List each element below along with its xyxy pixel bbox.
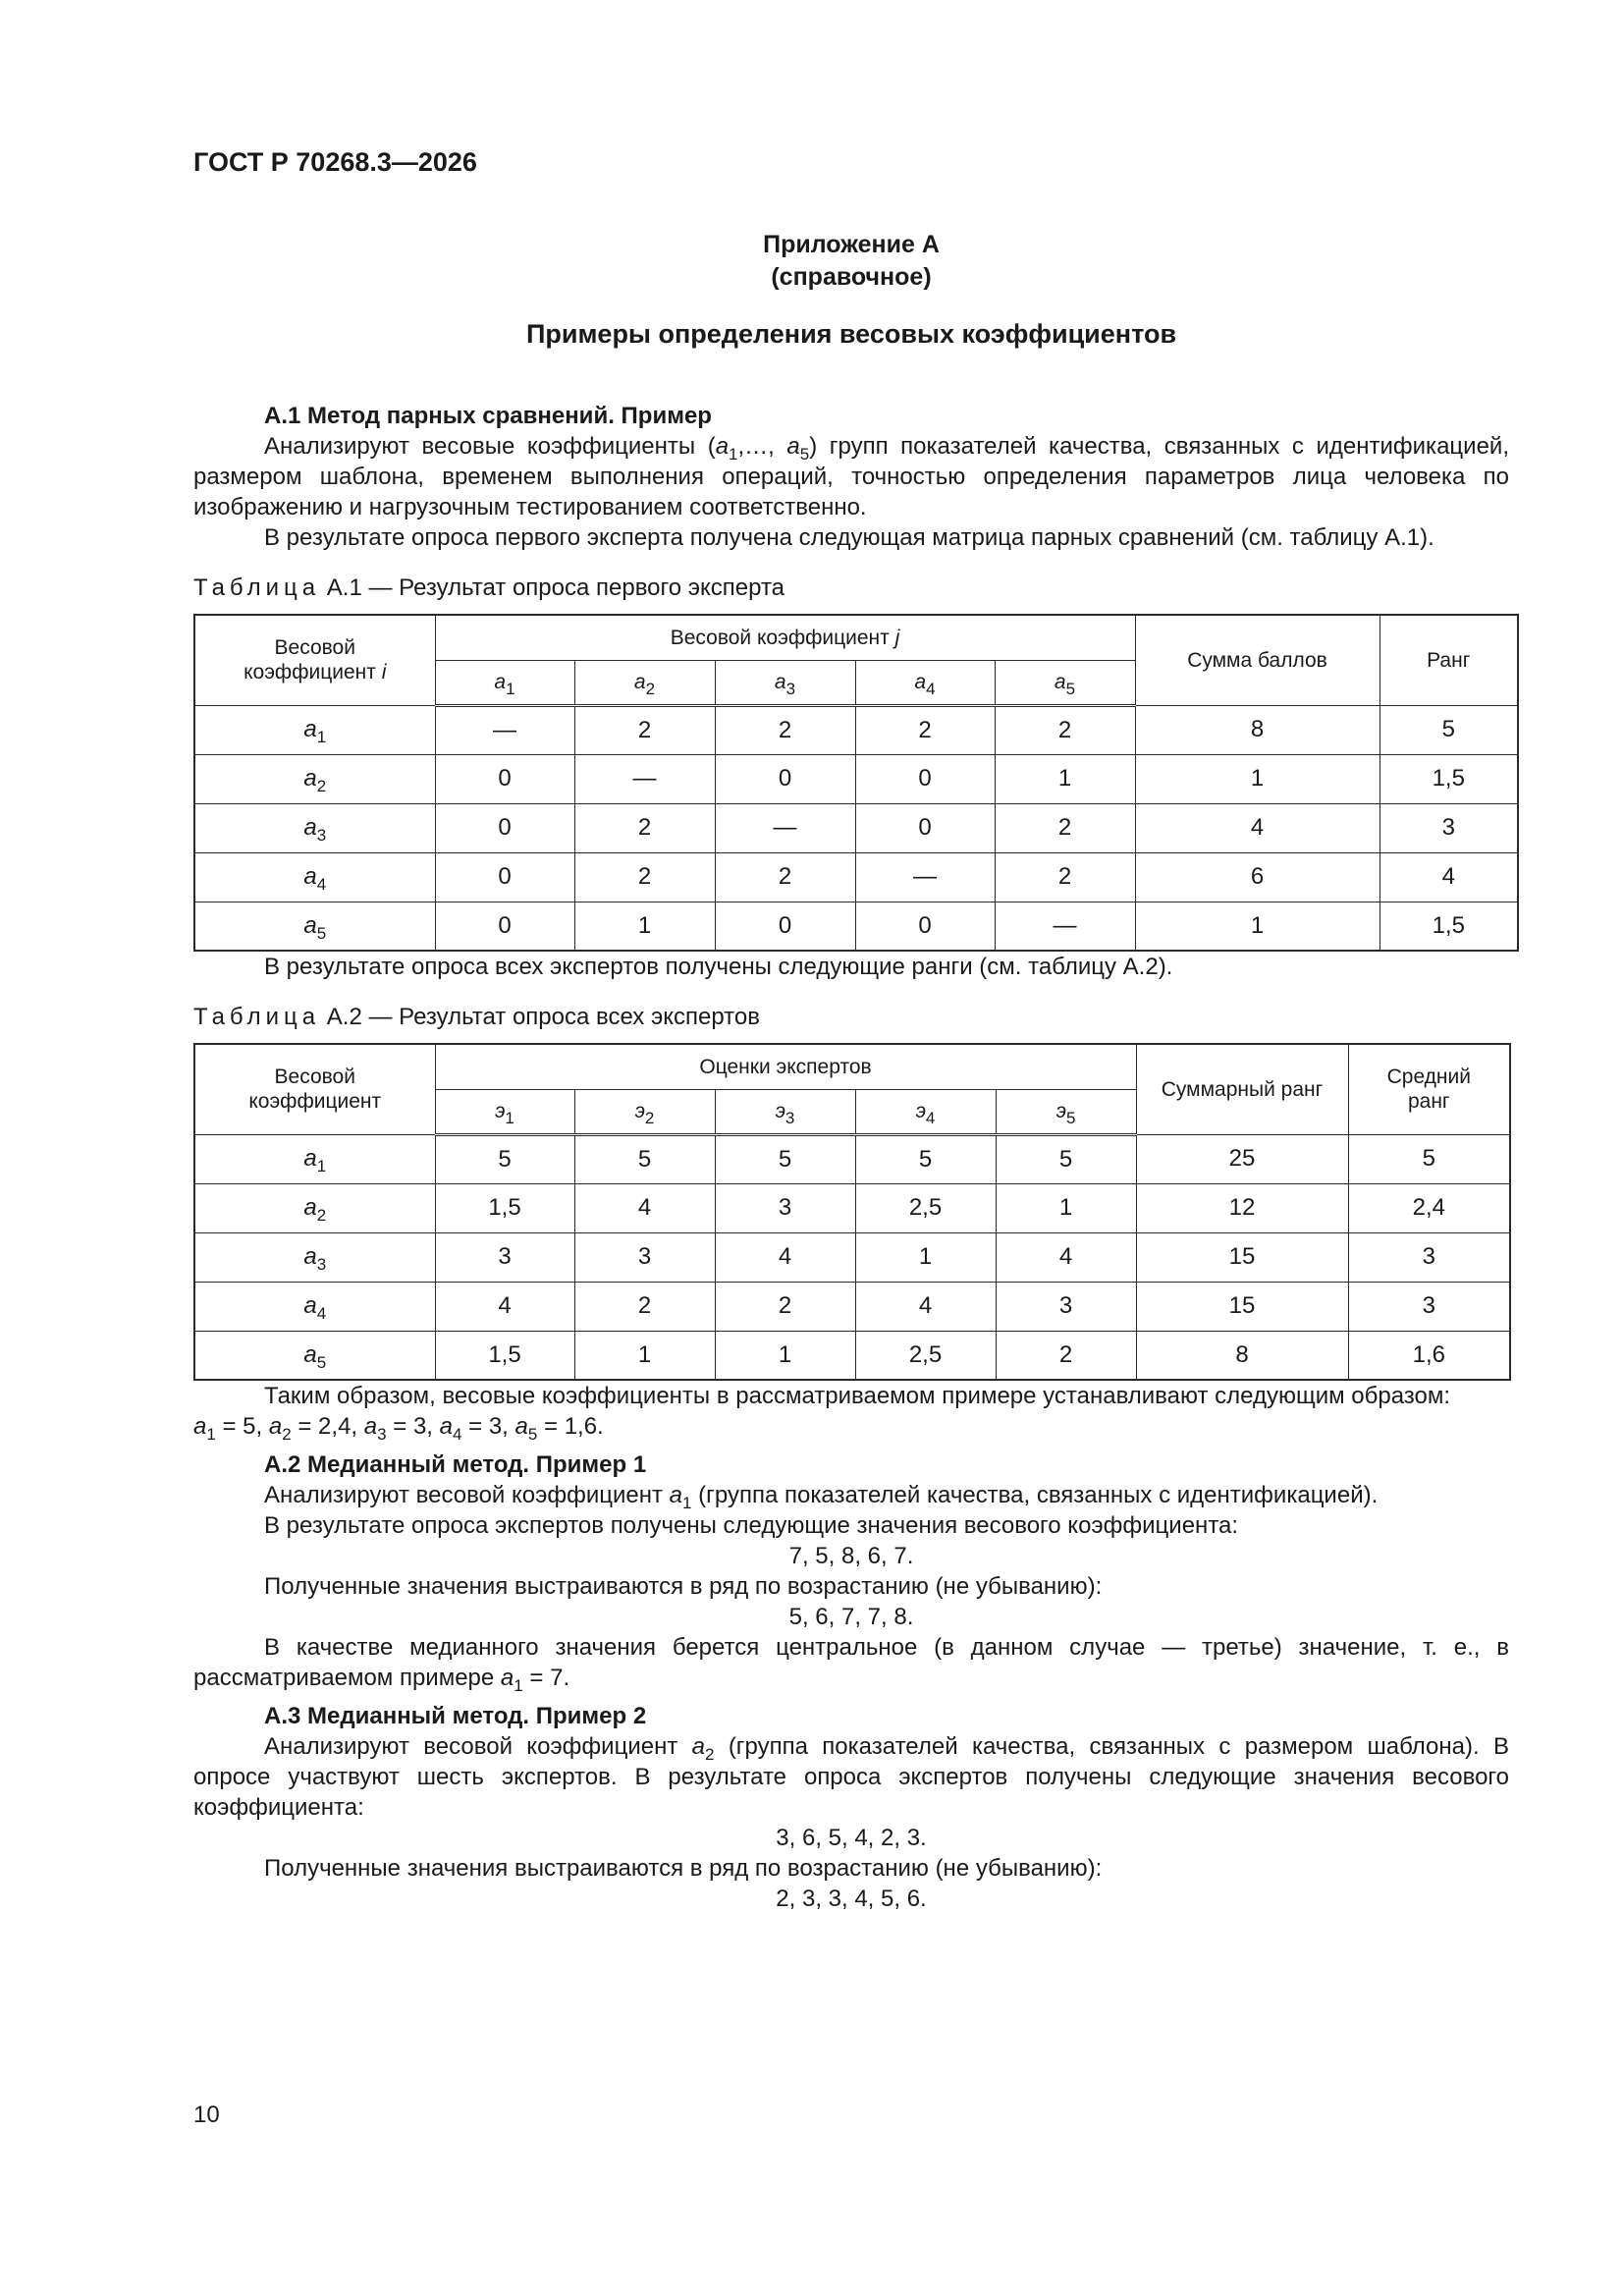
section-a2-paragraph-4: В качестве медианного значения берется центральное (в данном случае — третье) значение, т. е., в рассматриваемом примере $a_1 = 7$.	[193, 1634, 1509, 1695]
table-cell: 2	[995, 803, 1135, 852]
table-cell: 2	[996, 1331, 1136, 1380]
annex-type: (справочное)	[771, 263, 932, 291]
table-cell: 1	[996, 1183, 1136, 1232]
variable-symbol: a	[303, 1340, 317, 1368]
table-cell: 1,5	[435, 1331, 574, 1380]
variable-symbol: a	[303, 1292, 317, 1319]
variable-index: 3	[785, 680, 796, 698]
table-cell: 2,4	[1348, 1183, 1510, 1232]
variable-index: 4	[925, 1109, 936, 1127]
variable-index: 5	[1065, 680, 1076, 698]
table-cell: 1	[1135, 754, 1380, 803]
variable-index: 1	[505, 1109, 514, 1127]
variable-symbol: a	[303, 814, 317, 841]
table-row	[194, 1134, 1510, 1183]
section-a1-paragraph-1: Анализируют весовые коэффициенты ($a_1,\dots$, $a_5$) групп показателей качества, связанных с идентификацией, размером шаблона, временем выполнения операций, точностью определения параметров лица человека по изображению и нагрузочным тестированием соответственно.	[193, 433, 1509, 520]
table-cell: 2,5	[855, 1183, 996, 1232]
section-a3-paragraph-2: Полученные значения выстраиваются в ряд по возрастанию (не убыванию):	[264, 1855, 1103, 1882]
variable-index: 2	[316, 1206, 327, 1225]
table-a1-header-sum: Сумма баллов	[1135, 615, 1380, 705]
conclusion-variable-index: 4	[453, 1425, 462, 1444]
conclusion-variable: a	[193, 1413, 207, 1440]
table-cell: —	[715, 803, 855, 852]
table-cell: 8	[1136, 1331, 1348, 1380]
table-cell: 1,5	[1380, 754, 1518, 803]
variable-index: 2	[644, 1109, 655, 1127]
table-a2	[193, 1043, 1511, 1381]
t1-subheader-4	[855, 660, 995, 705]
table-cell: 1	[1135, 902, 1380, 951]
table-cell: 5	[574, 1134, 715, 1183]
table-cell: 2	[715, 1282, 855, 1331]
table-cell: 2,5	[855, 1331, 996, 1380]
t2-subheader-3	[715, 1089, 855, 1134]
table-cell: 1	[574, 1331, 715, 1380]
table-row	[194, 803, 1518, 852]
conclusion-value: = 3,	[386, 1413, 440, 1440]
table-cell: 2	[574, 852, 715, 902]
section-a2-paragraph-2: В результате опроса экспертов получены следующие значения весового коэффициента:	[264, 1512, 1239, 1539]
table-cell: 5	[435, 1134, 574, 1183]
table-a1-caption: Таблица А.1 — Результат опроса первого эксперта	[193, 574, 785, 601]
variable-symbol: a	[303, 716, 317, 742]
variable-index: 4	[316, 1304, 327, 1323]
table-cell: —	[995, 902, 1135, 951]
table-cell: 1,5	[435, 1183, 574, 1232]
table-a2-header-sum-rank: Суммарный ранг	[1136, 1044, 1348, 1134]
table-cell: 5	[855, 1134, 996, 1183]
page-number: 10	[193, 2102, 220, 2128]
table-a1-header-col-factor: Весовой коэффициент j	[435, 615, 1135, 660]
variable-symbol: э	[634, 1100, 645, 1122]
variable-symbol: a	[303, 863, 317, 890]
conclusion-value: = 1,6.	[537, 1413, 604, 1440]
t2-row-label	[194, 1134, 435, 1183]
table-cell: 4	[996, 1232, 1136, 1282]
annex-title: Примеры определения весовых коэффициентов	[525, 319, 1177, 349]
section-a2-title: А.2 Медианный метод. Пример 1	[264, 1451, 647, 1478]
t2-subheader-2	[574, 1089, 715, 1134]
table-cell: 12	[1136, 1183, 1348, 1232]
table-cell: 1	[715, 1331, 855, 1380]
table-cell: 3	[996, 1282, 1136, 1331]
section-a2-paragraph-3: Полученные значения выстраиваются в ряд по возрастанию (не убыванию):	[264, 1573, 1103, 1600]
section-a3-values: 3, 6, 5, 4, 2, 3.	[776, 1825, 927, 1851]
table-cell: 25	[1136, 1134, 1348, 1183]
document-body	[193, 393, 1509, 1914]
table-cell: 0	[435, 902, 574, 951]
table-cell: 4	[574, 1183, 715, 1232]
section-a2-values: 7, 5, 8, 6, 7.	[788, 1543, 914, 1569]
conclusion-variable-index: 3	[377, 1425, 387, 1444]
table-row	[194, 1183, 1510, 1232]
table-cell: 4	[1135, 803, 1380, 852]
variable-index: 1	[506, 680, 515, 698]
table-cell: 5	[1380, 705, 1518, 754]
variable-index: 5	[316, 1352, 327, 1372]
conclusion-value: = 2,4,	[291, 1413, 364, 1440]
table-cell: 0	[855, 902, 995, 951]
section-a2-sorted-values: 5, 6, 7, 7, 8.	[788, 1604, 914, 1630]
t1-row-label	[194, 705, 435, 754]
variable-index: 3	[316, 1255, 327, 1274]
table-cell: —	[574, 754, 715, 803]
document-header: ГОСТ Р 70268.3—2026	[193, 147, 477, 177]
variable-symbol: a	[774, 671, 786, 693]
table-cell: —	[855, 852, 995, 902]
conclusion-variable: a	[439, 1413, 453, 1440]
table-cell: 0	[435, 803, 574, 852]
conclusion-value: = 3,	[461, 1413, 515, 1440]
t2-row-label	[194, 1331, 435, 1380]
table-cell: 1,5	[1380, 902, 1518, 951]
variable-index: 3	[316, 826, 327, 845]
section-a2-paragraph-1: Анализируют весовой коэффициент $a_1$ (группа показателей качества, связанных с идентификацией).	[264, 1482, 1379, 1512]
t1-subheader-5	[995, 660, 1135, 705]
variable-index: 1	[316, 1157, 327, 1175]
t2-subheader-1	[435, 1089, 574, 1134]
variable-symbol: a	[1054, 671, 1066, 693]
variable-index: 2	[645, 680, 656, 698]
t1-subheader-1	[435, 660, 574, 705]
section-a3-title: А.3 Медианный метод. Пример 2	[264, 1703, 647, 1729]
t1-row-label	[194, 902, 435, 951]
table-cell: 5	[996, 1134, 1136, 1183]
table-cell: 1	[855, 1232, 996, 1282]
variable-symbol: a	[303, 1145, 317, 1172]
table-a1-header-rank: Ранг	[1380, 615, 1518, 705]
t2-row-label	[194, 1232, 435, 1282]
t2-row-label	[194, 1282, 435, 1331]
table-a2-header-expert-scores: Оценки экспертов	[435, 1044, 1136, 1089]
variable-symbol: э	[1055, 1100, 1066, 1122]
variable-index: 4	[926, 680, 936, 698]
intermediate-paragraph: В результате опроса всех экспертов получены следующие ранги (см. таблицу А.2).	[264, 954, 1173, 980]
section-a1-title: А.1 Метод парных сравнений. Пример	[264, 403, 712, 429]
table-row	[194, 1232, 1510, 1282]
table-cell: 4	[715, 1232, 855, 1282]
t1-row-label	[194, 852, 435, 902]
table-cell: 3	[1380, 803, 1518, 852]
table-cell: 3	[1348, 1232, 1510, 1282]
variable-index: 1	[316, 728, 327, 746]
t2-subheader-5	[996, 1089, 1136, 1134]
table-cell: 2	[995, 852, 1135, 902]
variable-symbol: a	[633, 671, 646, 693]
variable-symbol: э	[495, 1100, 506, 1122]
table-a1	[193, 614, 1519, 952]
table-cell: —	[435, 705, 574, 754]
table-cell: 0	[435, 852, 574, 902]
variable-symbol: э	[775, 1100, 785, 1122]
table-cell: 8	[1135, 705, 1380, 754]
table-row	[194, 1331, 1510, 1380]
table-cell: 5	[1348, 1134, 1510, 1183]
table-cell: 2	[855, 705, 995, 754]
table-cell: 4	[855, 1282, 996, 1331]
conclusion-variable-index: 5	[527, 1425, 538, 1444]
table-cell: 3	[574, 1232, 715, 1282]
variable-index: 4	[316, 875, 327, 894]
section-a3-sorted-values: 2, 3, 3, 4, 5, 6.	[776, 1886, 927, 1912]
variable-index: 5	[316, 923, 327, 943]
t1-row-label	[194, 803, 435, 852]
table-a1-header-row-factor: Весовой коэффициент i	[194, 615, 435, 705]
variable-symbol: a	[303, 1194, 317, 1221]
variable-index: 2	[316, 777, 327, 795]
t2-subheader-4	[855, 1089, 996, 1134]
annex-heading	[193, 229, 1509, 294]
table-row	[194, 902, 1518, 951]
table-cell: 3	[715, 1183, 855, 1232]
t2-row-label	[194, 1183, 435, 1232]
variable-symbol: э	[915, 1100, 926, 1122]
table-cell: 2	[715, 852, 855, 902]
table-row	[194, 705, 1518, 754]
table-cell: 2	[715, 705, 855, 754]
table-cell: 1	[574, 902, 715, 951]
conclusion-value: = 5,	[215, 1413, 269, 1440]
table-cell: 2	[574, 705, 715, 754]
annex-label: Приложение А	[763, 231, 940, 258]
conclusion-variable: a	[268, 1413, 283, 1440]
conclusion-variable: a	[363, 1413, 378, 1440]
t1-subheader-2	[574, 660, 715, 705]
table-cell: 3	[435, 1232, 574, 1282]
variable-symbol: a	[303, 911, 317, 939]
table-cell: 0	[855, 803, 995, 852]
table-a2-caption: Таблица А.2 — Результат опроса всех экспертов	[193, 1004, 760, 1030]
variable-symbol: a	[303, 765, 317, 792]
variable-index: 3	[784, 1109, 795, 1127]
table-cell: 1,6	[1348, 1331, 1510, 1380]
table-cell: 6	[1135, 852, 1380, 902]
conclusion-values	[193, 1413, 604, 1444]
table-row	[194, 1282, 1510, 1331]
table-cell: 1	[995, 754, 1135, 803]
conclusion-variable: a	[514, 1413, 528, 1440]
table-cell: 0	[715, 902, 855, 951]
variable-symbol: a	[303, 1243, 317, 1270]
section-a3-paragraph-1: Анализируют весовой коэффициент $a_2$ (группа показателей качества, связанных с размером шаблона). В опросе участвуют шесть экспертов. В результате опроса экспертов получены следующие значения весового коэффициента:	[193, 1733, 1509, 1821]
conclusion-variable-index: 1	[206, 1425, 216, 1444]
variable-symbol: a	[914, 671, 927, 693]
table-cell: 4	[435, 1282, 574, 1331]
table-cell: 0	[855, 754, 995, 803]
table-cell: 2	[574, 803, 715, 852]
table-row	[194, 852, 1518, 902]
section-a1-paragraph-2: В результате опроса первого эксперта получена следующая матрица парных сравнений (см. таблицу А.1).	[264, 524, 1434, 551]
variable-symbol: a	[494, 671, 507, 693]
table-cell: 0	[435, 754, 574, 803]
conclusion-paragraph: Таким образом, весовые коэффициенты в рассматриваемом примере устанавливают следующим образом: $a_1 = 5$, $a_2 = 2,4$, $a_3 = 3$, $a_4 = 3$, $a_5 = 1,6$.	[193, 1383, 1451, 1444]
table-a2-header-avg-rank: Средний ранг	[1348, 1044, 1510, 1134]
variable-index: 5	[1065, 1109, 1076, 1127]
table-cell: 2	[995, 705, 1135, 754]
t1-row-label	[194, 754, 435, 803]
table-cell: 15	[1136, 1232, 1348, 1282]
table-a2-header-row-factor: Весовой коэффициент	[194, 1044, 435, 1134]
t1-subheader-3	[715, 660, 855, 705]
table-cell: 15	[1136, 1282, 1348, 1331]
table-cell: 4	[1380, 852, 1518, 902]
table-cell: 3	[1348, 1282, 1510, 1331]
table-cell: 0	[715, 754, 855, 803]
table-cell: 2	[574, 1282, 715, 1331]
table-row	[194, 754, 1518, 803]
table-cell: 5	[715, 1134, 855, 1183]
conclusion-variable-index: 2	[282, 1425, 292, 1444]
